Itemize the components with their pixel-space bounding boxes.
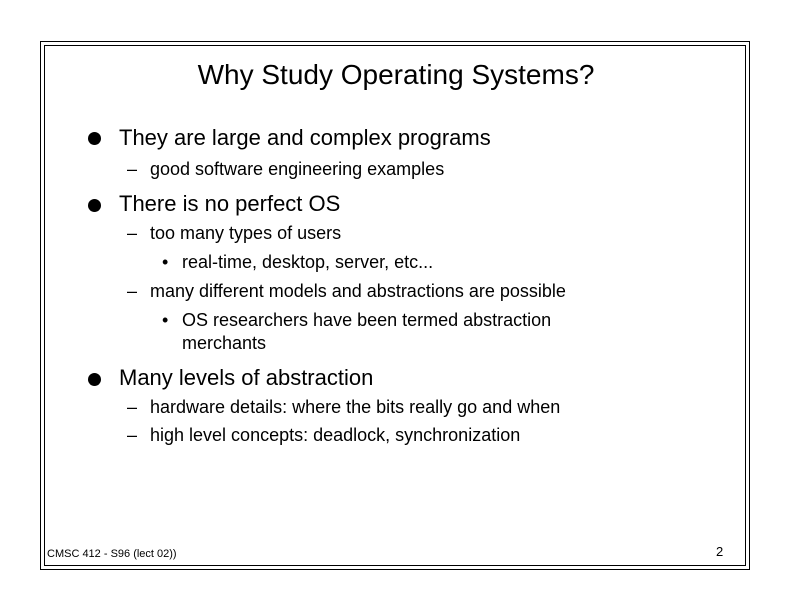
bullet-2-sub-2-item-1: OS researchers have been termed abstraction	[182, 310, 552, 330]
slide-inner-border	[44, 45, 746, 566]
bullet-2-sub-1-item-1: real-time, desktop, server, etc...	[182, 252, 434, 272]
bullet-3-sub-2: high level concepts: deadlock, synchronization	[150, 425, 521, 445]
bullet-3-text: Many levels of abstraction	[119, 365, 374, 390]
bullet-2-sub-1: too many types of users	[150, 223, 342, 243]
small-bullet-icon: •	[162, 252, 169, 272]
small-bullet-icon: •	[162, 310, 169, 330]
dash-icon: –	[127, 425, 138, 445]
bullet-dot-icon	[88, 199, 101, 212]
dash-icon: –	[127, 281, 138, 301]
bullet-2-sub-2-item-1-cont: merchants	[182, 333, 267, 353]
footer-course-label: CMSC 412 - S96 (lect 02))	[47, 548, 177, 560]
dash-icon: –	[127, 397, 138, 417]
bullet-dot-icon	[88, 373, 101, 386]
bullet-1-sub-1: good software engineering examples	[150, 159, 445, 179]
dash-icon: –	[127, 223, 138, 243]
bullet-3-sub-1: hardware details: where the bits really go and when	[150, 397, 561, 417]
dash-icon: –	[127, 159, 138, 179]
bullet-dot-icon	[88, 132, 101, 145]
bullet-2-text: There is no perfect OS	[119, 191, 341, 216]
bullet-1-text: They are large and complex programs	[119, 125, 491, 150]
slide-title: Why Study Operating Systems?	[197, 59, 595, 90]
page-number: 2	[716, 544, 724, 559]
bullet-2-sub-2: many different models and abstractions are possible	[150, 281, 566, 301]
